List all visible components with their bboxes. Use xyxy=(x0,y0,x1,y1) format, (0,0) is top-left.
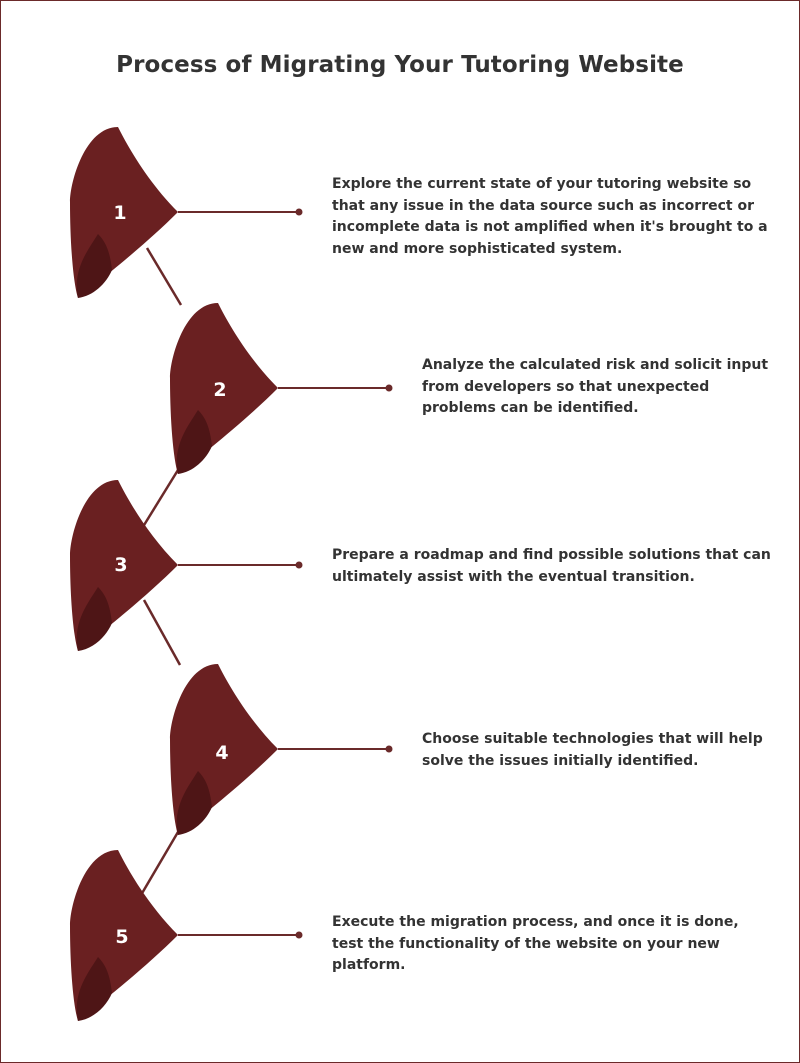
connector-3-4 xyxy=(144,600,180,665)
step-3-description: Prepare a roadmap and find possible solutions that can ultimately assist with the eventual transition. xyxy=(332,547,771,585)
page-title: Process of Migrating Your Tutoring Website xyxy=(116,52,684,78)
step-5 xyxy=(70,850,303,1021)
connector-1-2 xyxy=(147,248,181,305)
step-2-description: Analyze the calculated risk and solicit input from developers so that unexpected problems can be identified. xyxy=(422,357,769,416)
step-2-number: 2 xyxy=(213,379,227,401)
connector-2-3 xyxy=(141,470,178,530)
step-5-leader-dot xyxy=(296,932,303,939)
step-1-description: Explore the current state of your tutoring website so that any issue in the data source such as incorrect or incomplete data is not amplified when it's brought to a new and more sophisticated system. xyxy=(332,176,768,257)
step-5-description: Execute the migration process, and once it is done, test the functionality of the website on your new platform. xyxy=(332,914,739,973)
connector-4-5 xyxy=(141,832,178,895)
step-3-number: 3 xyxy=(114,554,128,576)
step-4 xyxy=(170,664,393,835)
step-5-number: 5 xyxy=(115,926,129,948)
step-4-number: 4 xyxy=(215,742,229,764)
step-2-leader-dot xyxy=(386,385,393,392)
step-2 xyxy=(170,303,393,474)
step-1-number: 1 xyxy=(113,202,127,224)
step-3 xyxy=(70,480,303,651)
step-1 xyxy=(70,127,303,298)
step-3-leader-dot xyxy=(296,562,303,569)
step-4-description: Choose suitable technologies that will help solve the issues initially identified. xyxy=(422,731,763,769)
step-1-leader-dot xyxy=(296,209,303,216)
step-4-leader-dot xyxy=(386,746,393,753)
